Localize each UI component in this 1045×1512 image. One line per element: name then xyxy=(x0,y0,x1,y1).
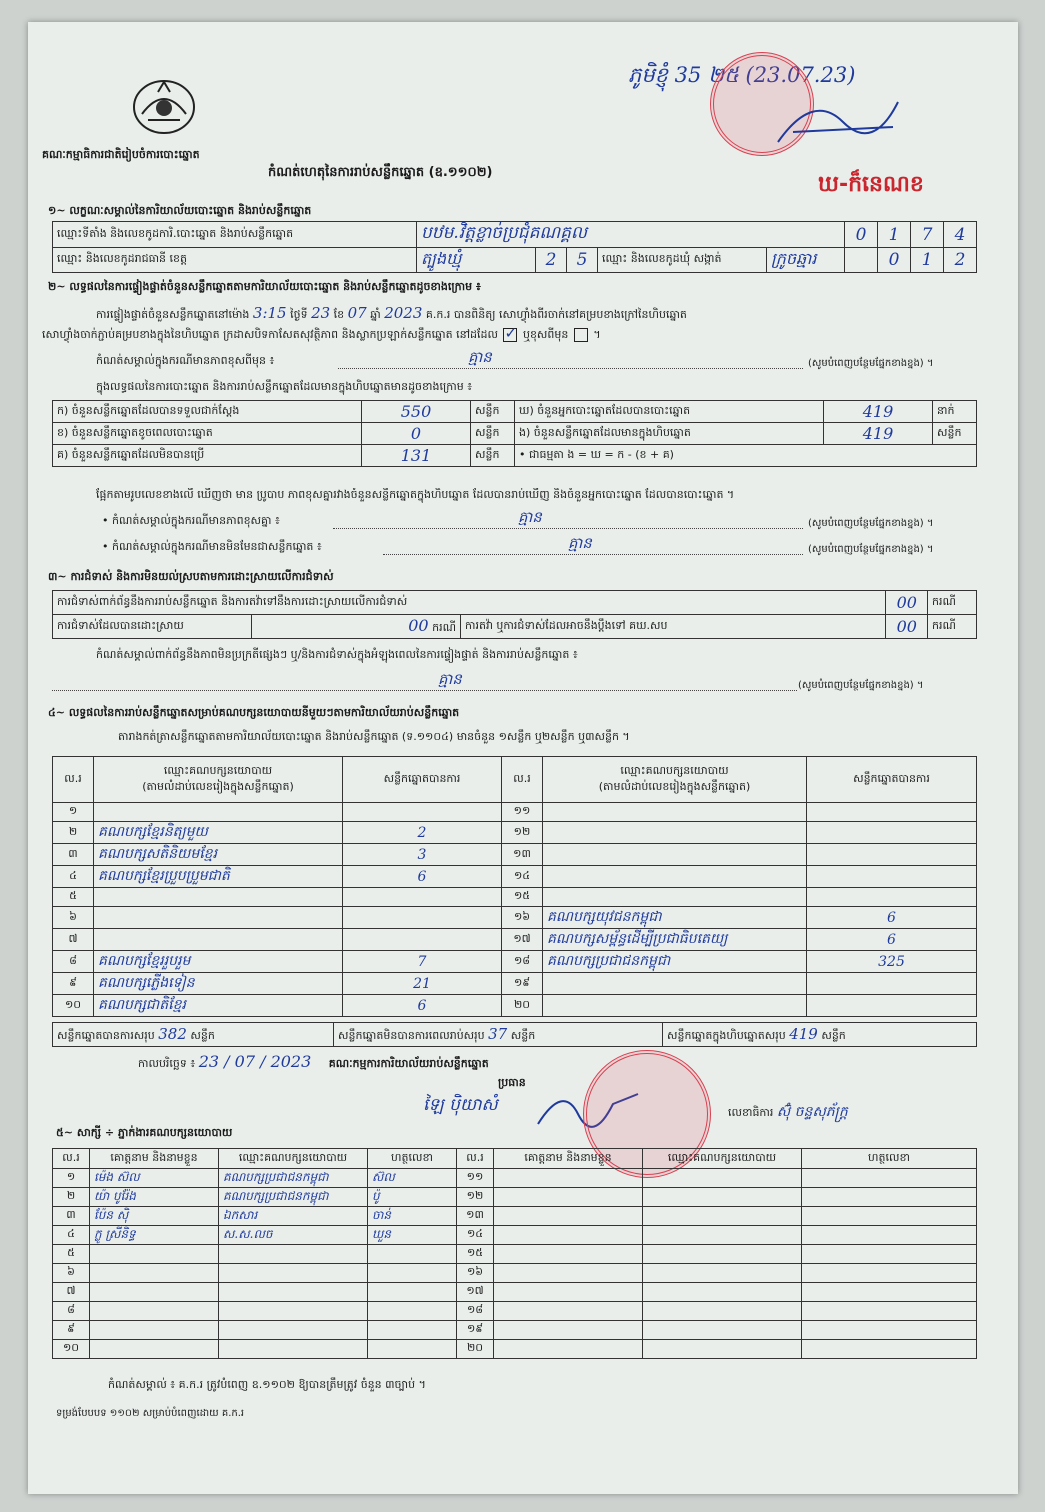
col-party-right-cell xyxy=(543,757,807,803)
witness-no: ១១ xyxy=(457,1169,494,1188)
party-votes: 7 xyxy=(343,951,502,973)
witness-signature xyxy=(802,1169,977,1188)
witness-party xyxy=(643,1283,802,1302)
signature-top xyxy=(773,82,903,152)
party-name xyxy=(94,803,343,822)
party-votes: 3 xyxy=(343,844,502,866)
party-votes: 6 xyxy=(343,866,502,888)
col-no-left: ល.រ xyxy=(53,757,94,803)
section5-heading: ៥~ សាក្សី ÷ ភ្នាក់ងារគណបក្សនយោបាយ xyxy=(56,1126,233,1139)
section1-heading: ១~ លក្ខណៈសម្គាល់នៃការិយាល័យបោះឆ្នោត និងរាប់សន្លឹកឆ្នោត xyxy=(48,204,312,217)
province-label: ឈ្មោះ និងលេខកូដរាជធានី ខេត្ត xyxy=(53,248,417,273)
witness-signature xyxy=(802,1283,977,1302)
footnote: កំណត់សម្គាល់ ៖ គ.ក.រ ត្រូវបំពេញ ឧ.១១០២ ឱ្យបានត្រឹមត្រូវ ចំនួន ៣ច្បាប់ ។ xyxy=(108,1378,426,1391)
witness-no: ១៨ xyxy=(457,1302,494,1321)
witness-row xyxy=(53,1340,977,1359)
form-footer: ទម្រង់បែបបទ ១១០២ សម្រាប់បំពេញដោយ គ.ក.រ xyxy=(56,1408,245,1419)
verify-day: 23 xyxy=(311,304,331,322)
witness-no: ៤ xyxy=(53,1226,90,1245)
appeal-value: 00 xyxy=(886,615,928,639)
witness-no: ៨ xyxy=(53,1302,90,1321)
witness-row xyxy=(53,1321,977,1340)
document-page xyxy=(28,22,1018,1494)
discrepancy-note-line xyxy=(333,528,803,529)
party-votes xyxy=(807,888,977,907)
party-name xyxy=(543,844,807,866)
witness-party xyxy=(643,1226,802,1245)
witness-no: ១៤ xyxy=(457,1226,494,1245)
party-results-table xyxy=(52,756,977,1017)
witness-row xyxy=(53,1226,977,1245)
diff-note-line xyxy=(338,368,803,369)
party-no: ៨ xyxy=(53,951,94,973)
witness-row xyxy=(53,1283,977,1302)
party-votes xyxy=(807,844,977,866)
nec-emblem-icon xyxy=(128,74,200,140)
witness-signature: ឃួន xyxy=(368,1226,457,1245)
party-no: ១៩ xyxy=(502,973,543,995)
party-name xyxy=(543,803,807,822)
witness-no: ១០ xyxy=(53,1340,90,1359)
formula-note: • ជាធម្មតា ង = ឃ = ក - (ខ + គ) xyxy=(515,445,977,467)
party-row xyxy=(53,995,977,1017)
witness-name xyxy=(494,1302,643,1321)
party-votes xyxy=(807,803,977,822)
province-code-2: 5 xyxy=(567,248,598,273)
witness-name: ប៉ែន ស៊ិ xyxy=(90,1207,219,1226)
verify-para-c: សោហ្វ៉ាំងចាក់ភ្ជាប់គម្របខាងក្នុងនៃហិបឆ្នោត ក្រដាសបិទកាសែតសុវត្ថិភាព និងស្លាកប្រឡាក់សន្លឹកឆ្នោត នៅដដែល xyxy=(42,328,498,341)
party-name xyxy=(94,929,343,951)
witness-name xyxy=(494,1283,643,1302)
total-valid-cell xyxy=(53,1023,334,1047)
party-no: ៦ xyxy=(53,907,94,929)
party-no: ១២ xyxy=(502,822,543,844)
party-votes xyxy=(343,803,502,822)
witness-table xyxy=(52,1148,977,1359)
witness-no: ២០ xyxy=(457,1340,494,1359)
commune-value: ក្រូចឆ្មារ xyxy=(767,248,845,273)
witness-name xyxy=(494,1226,643,1245)
party-row xyxy=(53,866,977,888)
witness-party: គណបក្សប្រជាជនកម្ពុជា xyxy=(219,1188,368,1207)
witness-row xyxy=(53,1264,977,1283)
party-no: ៤ xyxy=(53,866,94,888)
witness-name: ម៉េង ស៊ល xyxy=(90,1169,219,1188)
unused-label: គ) ចំនួនសន្លឹកឆ្នោតដែលមិនបានប្រើ xyxy=(53,445,362,467)
party-votes xyxy=(343,929,502,951)
received-label: ក) ចំនួនសន្លឹកឆ្នោតដែលបានទទួលជាក់ស្តែង xyxy=(53,401,362,423)
irregularity-note-value: គ្មាន xyxy=(438,670,462,688)
non-ballot-note-line xyxy=(383,554,803,555)
section1-table xyxy=(52,221,977,273)
chair-label: ប្រធាន xyxy=(498,1076,526,1089)
unused-value: 131 xyxy=(362,445,471,467)
total-invalid-cell xyxy=(334,1023,663,1047)
total-box-value: 419 xyxy=(789,1024,818,1043)
location-code-1: 0 xyxy=(845,222,878,248)
witness-party: ឯកសារ xyxy=(219,1207,368,1226)
spoiled-unit: សន្លឹក xyxy=(471,423,515,445)
fill-hint-2: (សូមបំពេញបន្ថែមផ្នែកខាងខ្នង) ។ xyxy=(808,518,934,529)
in-box-value: 419 xyxy=(824,423,933,445)
party-votes: 21 xyxy=(343,973,502,995)
w-col-no-right: ល.រ xyxy=(457,1149,494,1169)
section2-heading: ២~ លទ្ធផលនៃការផ្ទៀងផ្ទាត់ចំនួនសន្លឹកឆ្នោតតាមការិយាល័យបោះឆ្នោត និងរាប់សន្លឹកឆ្នោតដូចខាងក្រោម ៖ xyxy=(48,280,481,293)
witness-no: ១២ xyxy=(457,1188,494,1207)
party-name: គណបក្សជាតិខ្មែរ xyxy=(94,995,343,1017)
in-box-label: ង) ចំនួនសន្លឹកឆ្នោតដែលមានក្នុងហិបឆ្នោត xyxy=(515,423,824,445)
witness-signature xyxy=(368,1264,457,1283)
witness-no: ៧ xyxy=(53,1283,90,1302)
non-ballot-note-value: គ្មាន xyxy=(568,534,592,552)
section3-heading: ៣~ ការជំទាស់ និងការមិនយល់ស្របតាមការដោះស្រាយលើការជំទាស់ xyxy=(48,570,334,583)
witness-no: ៦ xyxy=(53,1264,90,1283)
party-votes xyxy=(807,866,977,888)
witness-signature xyxy=(802,1340,977,1359)
party-row xyxy=(53,951,977,973)
witness-name xyxy=(90,1321,219,1340)
results-intro: ក្នុងលទ្ធផលនៃការបោះឆ្នោត និងការរាប់សន្លឹកឆ្នោតដែលមានក្នុងហិបឆ្នោតមានដូចខាងក្រោម ៖ xyxy=(96,380,473,393)
in-box-unit: សន្លឹក xyxy=(933,423,977,445)
col-no-right: ល.រ xyxy=(502,757,543,803)
resolved-unit: ករណី xyxy=(432,621,456,634)
party-name xyxy=(543,822,807,844)
witness-name xyxy=(494,1169,643,1188)
col-votes-left: សន្លឹកឆ្នោតបានការ xyxy=(343,757,502,803)
party-name xyxy=(543,995,807,1017)
witness-signature xyxy=(368,1302,457,1321)
handwritten-reference: ភូមិខ្ញុំ 35 ២៥ (23.07.23) xyxy=(628,63,856,87)
party-votes xyxy=(807,995,977,1017)
witness-signature xyxy=(368,1283,457,1302)
party-row xyxy=(53,929,977,951)
appeal-unit: ករណី xyxy=(928,615,977,639)
voters-value: 419 xyxy=(824,401,933,423)
voters-label: ឃ) ចំនួនអ្នកបោះឆ្នោតដែលបានបោះឆ្នោត xyxy=(515,401,824,423)
verification-time-line xyxy=(96,304,996,324)
witness-party xyxy=(643,1207,802,1226)
party-name xyxy=(543,888,807,907)
commune-code-1: 0 xyxy=(878,248,911,273)
document-title: កំណត់ហេតុនៃការរាប់សន្លឹកឆ្នោត (ឧ.១១០២) xyxy=(268,165,493,180)
party-name: គណបក្សភ្លើងទៀន xyxy=(94,973,343,995)
party-name: គណបក្សខ្មែររួបរួម xyxy=(94,951,343,973)
party-votes: 2 xyxy=(343,822,502,844)
location-code-2: 1 xyxy=(878,222,911,248)
col-party-right: ឈ្មោះគណបក្សនយោបាយ xyxy=(620,763,729,777)
party-no: ៧ xyxy=(53,929,94,951)
witness-no: ១ xyxy=(53,1169,90,1188)
col-party-left: ឈ្មោះគណបក្សនយោបាយ xyxy=(163,763,273,777)
party-row xyxy=(53,973,977,995)
resolved-cell xyxy=(252,615,461,639)
party-name: គណបក្សប្រជាជនកម្ពុជា xyxy=(543,951,807,973)
spoiled-value: 0 xyxy=(362,423,471,445)
w-col-party-right: ឈ្មោះគណបក្សនយោបាយ xyxy=(643,1149,802,1169)
party-no: ៩ xyxy=(53,973,94,995)
party-row xyxy=(53,907,977,929)
witness-name xyxy=(494,1207,643,1226)
commune-code-3: 2 xyxy=(944,248,977,273)
objections-value: 00 xyxy=(886,591,928,615)
party-name: គណបក្សសម្ព័ន្ធដើម្បីប្រជាធិបតេយ្យ xyxy=(543,929,807,951)
commune-code-2: 1 xyxy=(911,248,944,273)
secretary-name: ស៊ុំ ចន្ទសុភ័ក្ត្រ xyxy=(776,1104,848,1120)
discrepancy-note-label: • កំណត់សម្គាល់ក្នុងករណីមានភាពខុសគ្នា ៖ xyxy=(102,514,280,527)
party-no: ១ xyxy=(53,803,94,822)
witness-name xyxy=(494,1245,643,1264)
w-col-no-left: ល.រ xyxy=(53,1149,90,1169)
witness-party xyxy=(643,1188,802,1207)
witness-row xyxy=(53,1169,977,1188)
witness-no: ១៣ xyxy=(457,1207,494,1226)
party-votes: 6 xyxy=(807,929,977,951)
witness-no: ៩ xyxy=(53,1321,90,1340)
total-box-label: សន្លឹកឆ្នោតក្នុងហិបឆ្នោតសរុប xyxy=(667,1028,786,1042)
commune-label: ឈ្មោះ និងលេខកូដឃុំ សង្កាត់ xyxy=(598,248,767,273)
total-valid-unit: សន្លឹក xyxy=(190,1028,215,1042)
witness-party xyxy=(643,1340,802,1359)
col-party-left-sub: (តាមលំដាប់លេខរៀងក្នុងសន្លឹកឆ្នោត) xyxy=(142,779,294,793)
witness-signature xyxy=(802,1302,977,1321)
party-no: ៣ xyxy=(53,844,94,866)
witness-no: ១៦ xyxy=(457,1264,494,1283)
fill-hint-4: (សូមបំពេញបន្ថែមផ្នែកខាងខ្នង) ។ xyxy=(798,680,924,691)
witness-name xyxy=(494,1188,643,1207)
party-name xyxy=(543,973,807,995)
party-no: ១៣ xyxy=(502,844,543,866)
witness-name xyxy=(494,1264,643,1283)
party-name xyxy=(94,907,343,929)
day-label: ថ្ងៃទី xyxy=(290,308,308,321)
diff-note-label: កំណត់សម្គាល់ក្នុងករណីមានភាពខុសពីមុន ៖ xyxy=(96,354,275,367)
party-name: គណបក្សសតិនិយមខ្មែរ xyxy=(94,844,343,866)
location-code-4: 4 xyxy=(944,222,977,248)
location-label: ឈ្មោះទីតាំង និងលេខកូដការិ.បោះឆ្នោត និងរាប់សន្លឹកឆ្នោត xyxy=(53,222,417,248)
irregularity-note-line xyxy=(52,690,797,691)
verify-time-label: ការផ្ទៀងផ្ទាត់ចំនួនសន្លឹកឆ្នោតនៅម៉ោង xyxy=(96,308,250,321)
witness-name xyxy=(494,1340,643,1359)
witness-signature xyxy=(802,1264,977,1283)
spoiled-label: ខ) ចំនួនសន្លឹកឆ្នោតខូចពេលបោះឆ្នោត xyxy=(53,423,362,445)
witness-no: ៣ xyxy=(53,1207,90,1226)
party-row xyxy=(53,822,977,844)
witness-signature: ចាន់ xyxy=(368,1207,457,1226)
witness-signature xyxy=(368,1245,457,1264)
party-no: ១០ xyxy=(53,995,94,1017)
total-valid-label: សន្លឹកឆ្នោតបានការសរុប xyxy=(57,1028,155,1042)
w-col-sign-left: ហត្ថលេខា xyxy=(368,1149,457,1169)
party-row xyxy=(53,888,977,907)
witness-party: គណបក្សប្រជាជនកម្ពុជា xyxy=(219,1169,368,1188)
w-col-name-right: គោត្តនាម និងនាមខ្លួន xyxy=(494,1149,643,1169)
witness-name xyxy=(90,1340,219,1359)
witness-no: ១៩ xyxy=(457,1321,494,1340)
witness-signature: ស៊ល xyxy=(368,1169,457,1188)
witness-signature xyxy=(802,1245,977,1264)
total-invalid-label: សន្លឹកឆ្នោតមិនបានការពេលរាប់សរុប xyxy=(338,1028,485,1042)
witness-party xyxy=(219,1283,368,1302)
col-party-left-cell xyxy=(94,757,343,803)
party-row xyxy=(53,803,977,822)
section4-sub: តារាងកត់ត្រាសន្លឹកឆ្នោតតាមការិយាល័យបោះឆ្នោត និងរាប់សន្លឹកឆ្នោត (ទ.១១០៤) មានចំនួន ១សន្លឹក ឬ២សន្លឹក ឬ៣សន្លឹក ។ xyxy=(118,730,630,743)
discrepancy-note-value: គ្មាន xyxy=(518,508,542,526)
fill-hint-3: (សូមបំពេញបន្ថែមផ្នែកខាងខ្នង) ។ xyxy=(808,544,934,555)
party-votes: 6 xyxy=(343,995,502,1017)
party-no: ១៥ xyxy=(502,888,543,907)
party-no: ២ xyxy=(53,822,94,844)
party-no: ២០ xyxy=(502,995,543,1017)
objections-label: ការជំទាស់ពាក់ព័ន្ធនឹងការរាប់សន្លឹកឆ្នោត និងការតវ៉ាទៅនឹងការដោះស្រាយលើការជំទាស់ xyxy=(53,591,886,615)
party-votes xyxy=(807,973,977,995)
w-col-party-left: ឈ្មោះគណបក្សនយោបាយ xyxy=(219,1149,368,1169)
verify-year: 2023 xyxy=(384,304,423,322)
red-label: ឃ-ក៏នេណខ xyxy=(818,172,924,197)
witness-name: ក្លូ ស្រីនិទ្ធ xyxy=(90,1226,219,1245)
resolved-label: ការជំទាស់ដែលបានដោះស្រាយ xyxy=(53,615,252,639)
province-code-1: 2 xyxy=(536,248,567,273)
witness-signature xyxy=(802,1226,977,1245)
irregularity-note-label: កំណត់សម្គាល់ពាក់ព័ន្ធនឹងភាពមិនប្រក្រតីផ្សេងៗ ឬ/និងការជំទាស់ក្នុងអំឡុងពេលនៃការផ្ទៀងផ្ទាត់ និងការរាប់សន្លឹកឆ្នោត ៖ xyxy=(96,648,578,661)
witness-party xyxy=(219,1321,368,1340)
witness-row xyxy=(53,1245,977,1264)
same-checkbox[interactable] xyxy=(503,328,517,342)
party-name: គណបក្សយុវជនកម្ពុជា xyxy=(543,907,807,929)
diff-note-value: គ្មាន xyxy=(468,348,492,366)
location-code-3: 7 xyxy=(911,222,944,248)
party-no: ១៨ xyxy=(502,951,543,973)
w-col-name-left: គោត្តនាម និងនាមខ្លួន xyxy=(90,1149,219,1169)
changed-checkbox[interactable] xyxy=(574,328,588,342)
received-value: 550 xyxy=(362,401,471,423)
witness-signature xyxy=(368,1321,457,1340)
witness-party xyxy=(219,1245,368,1264)
party-name xyxy=(543,866,807,888)
fill-hint-1: (សូមបំពេញបន្ថែមផ្នែកខាងខ្នង) ។ xyxy=(808,358,934,369)
location-value: បឋម.វិត្តខ្លាច់ប្រជុំគណគ្គល xyxy=(417,222,845,248)
ballot-count-table xyxy=(52,400,977,467)
appeal-label: ការតវ៉ា ឬការជំទាស់ដែលអាចនឹងប្តឹងទៅ គឃ.សប xyxy=(461,615,886,639)
province-value: ត្បូងឃ្មុំ xyxy=(417,248,536,273)
chair-name: ឡៃ ប៉ិយាសំ xyxy=(423,1095,498,1115)
objections-unit: ករណី xyxy=(928,591,977,615)
date-value: 23 / 07 / 2023 xyxy=(198,1052,312,1071)
witness-name: យ៉ា បូរ៉ែង xyxy=(90,1188,219,1207)
witness-party: ស.ស.លច xyxy=(219,1226,368,1245)
witness-party xyxy=(219,1340,368,1359)
witness-signature xyxy=(368,1340,457,1359)
party-no: ៥ xyxy=(53,888,94,907)
party-votes xyxy=(807,822,977,844)
date-label: កាលបរិច្ឆេទ ៖ xyxy=(138,1057,196,1070)
party-no: ១១ xyxy=(502,803,543,822)
secretary-label: លេខាធិការ xyxy=(728,1106,774,1119)
witness-signature xyxy=(802,1188,977,1207)
witness-name xyxy=(90,1245,219,1264)
witness-row xyxy=(53,1302,977,1321)
objections-table xyxy=(52,590,977,639)
total-valid-value: 382 xyxy=(158,1024,187,1043)
party-votes xyxy=(343,888,502,907)
commune-code-blank xyxy=(845,248,878,273)
witness-row xyxy=(53,1188,977,1207)
party-votes: 6 xyxy=(807,907,977,929)
party-no: ១៧ xyxy=(502,929,543,951)
witness-name xyxy=(90,1283,219,1302)
verify-month: 07 xyxy=(347,304,367,322)
witness-party xyxy=(219,1302,368,1321)
changed-label: ឬខុសពីមុន xyxy=(522,328,569,341)
witness-party xyxy=(643,1264,802,1283)
secretary-line xyxy=(728,1102,848,1123)
witness-party xyxy=(643,1321,802,1340)
col-votes-right: សន្លឹកឆ្នោតបានការ xyxy=(807,757,977,803)
committee-name: គណៈកម្មាធិការជាតិរៀបចំការបោះឆ្នោត xyxy=(42,148,200,161)
total-box-unit: សន្លឹក xyxy=(821,1028,846,1042)
witness-signature xyxy=(802,1207,977,1226)
witness-no: ២ xyxy=(53,1188,90,1207)
verification-line-2: សោហ្វ៉ាំងចាក់ភ្ជាប់គម្របខាងក្នុងនៃហិបឆ្នោត ក្រដាសបិទកាសែតសុវត្ថិភាព និងស្លាកប្រឡាក់សន្លឹកឆ្នោត នៅដដែល ✓ ឬខុសពីមុន ។ xyxy=(42,328,972,344)
year-label: ឆ្នាំ xyxy=(370,308,381,321)
total-box-cell xyxy=(663,1023,977,1047)
office-label: គណៈកម្មការការិយាល័យរាប់សន្លឹកឆ្នោត xyxy=(328,1057,489,1070)
witness-party xyxy=(643,1302,802,1321)
w-col-sign-right: ហត្ថលេខា xyxy=(802,1149,977,1169)
party-name: គណបក្សខ្មែរប្រួបប្រួមជាតិ xyxy=(94,866,343,888)
witness-party xyxy=(643,1245,802,1264)
party-name: គណបក្សខ្មែរនិត្យមួយ xyxy=(94,822,343,844)
month-label: ខែ xyxy=(333,308,345,321)
non-ballot-note-label: • កំណត់សម្គាល់ក្នុងករណីមានមិនមែនជាសន្លឹកឆ្នោត ៖ xyxy=(102,540,322,553)
witness-no: ១៥ xyxy=(457,1245,494,1264)
witness-name xyxy=(90,1264,219,1283)
witness-row xyxy=(53,1207,977,1226)
party-totals-table xyxy=(52,1022,977,1047)
witness-no: ៥ xyxy=(53,1245,90,1264)
party-no: ១៦ xyxy=(502,907,543,929)
total-invalid-unit: សន្លឹក xyxy=(510,1028,536,1042)
verify-time: 3:15 xyxy=(252,304,287,322)
col-party-right-sub: (តាមលំដាប់លេខរៀងក្នុងសន្លឹកឆ្នោត) xyxy=(598,779,751,793)
party-name xyxy=(94,888,343,907)
witness-signature: ប៉ូ xyxy=(368,1188,457,1207)
date-line xyxy=(138,1052,489,1073)
witness-name xyxy=(494,1321,643,1340)
party-votes: 325 xyxy=(807,951,977,973)
witness-party xyxy=(643,1169,802,1188)
witness-no: ១៧ xyxy=(457,1283,494,1302)
witness-party xyxy=(219,1264,368,1283)
voters-unit: នាក់ xyxy=(933,401,977,423)
resolved-value: 00 xyxy=(408,616,429,635)
party-votes xyxy=(343,907,502,929)
unused-unit: សន្លឹក xyxy=(471,445,515,467)
received-unit: សន្លឹក xyxy=(471,401,515,423)
party-row xyxy=(53,844,977,866)
section4-heading: ៤~ លទ្ធផលនៃការរាប់សន្លឹកឆ្នោតសម្រាប់គណបក្សនយោបាយនីមួយៗតាមការិយាល័យរាប់សន្លឹកឆ្នោត xyxy=(48,706,460,719)
verify-para-b: គ.ក.រ បានពិនិត្យ សោហ្វ៉ាំងពីរចាក់នៅគម្របខាងក្រៅនៃហិបឆ្នោត xyxy=(425,308,687,321)
total-invalid-value: 37 xyxy=(488,1024,508,1043)
witness-signature xyxy=(802,1321,977,1340)
witness-name xyxy=(90,1302,219,1321)
discrepancy-check-line: ផ្អែកតាមរូបលេខខាងលើ ឃើញថា មាន ប្រូបាប ភាពខុសគ្នារវាងចំនួនសន្លឹកឆ្នោតក្នុងហិបឆ្នោត ដែលបានរាប់ឃើញ និងចំនួនអ្នកបោះឆ្នោត ដែលបានបោះឆ្នោត ។ xyxy=(96,488,735,501)
party-no: ១៤ xyxy=(502,866,543,888)
